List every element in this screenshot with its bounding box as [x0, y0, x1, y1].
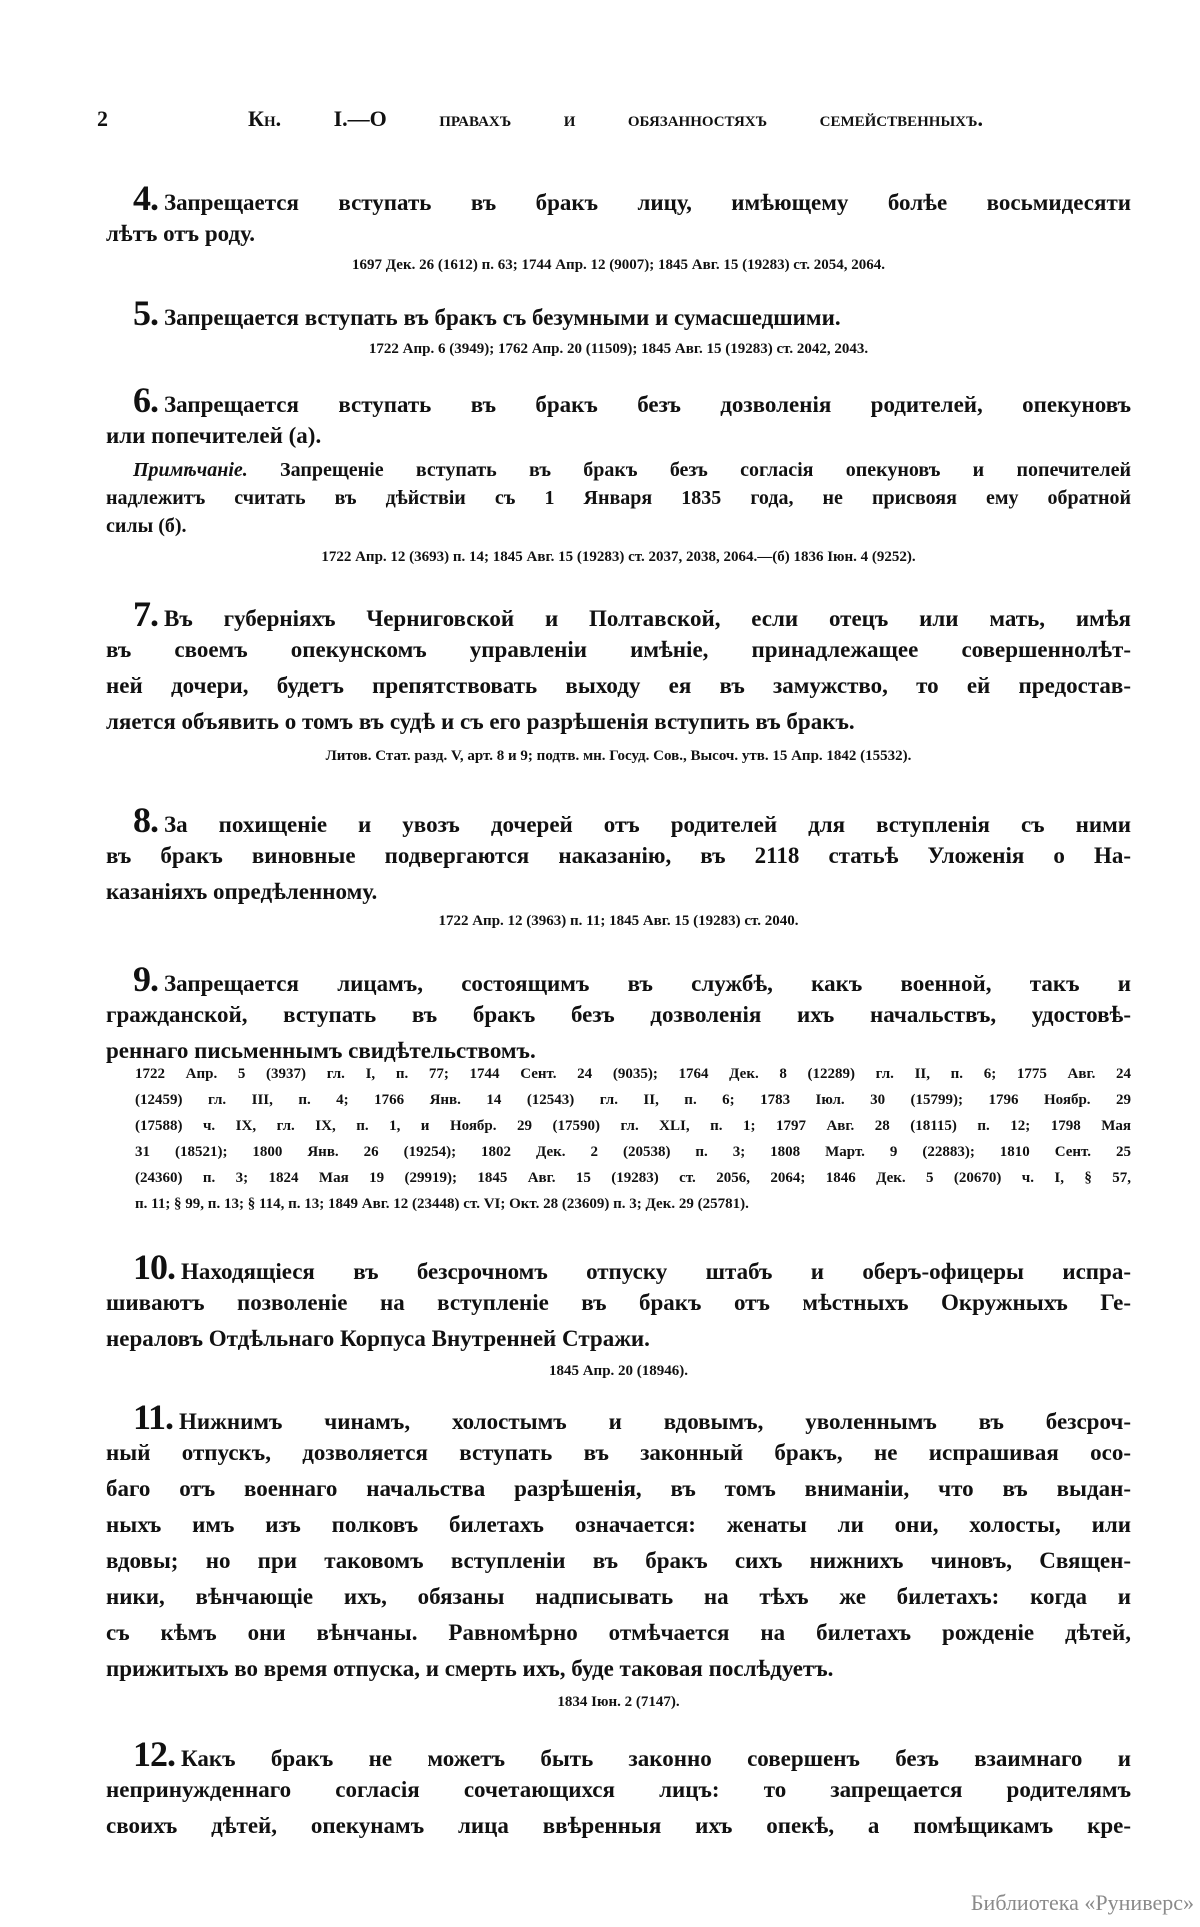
article-text-line: [106, 1000, 1131, 1030]
article-text-line: [133, 1397, 1131, 1437]
article-text-line: [106, 1324, 1131, 1354]
citation-line: 31 (18521); 1800 Янв. 26 (19254); 1802 Дек. 2 (20538) п. 3; 1808 Март. 9 (22883); 1810 Сент. 25: [135, 1144, 1131, 1160]
page-number: 2: [97, 106, 108, 131]
article-text-line: [106, 1654, 1131, 1684]
article-text-line: [133, 1247, 1131, 1287]
article-number: 10.: [133, 1247, 175, 1287]
article-text: Какъ бракъ не можетъ быть законно совершенъ безъ взаимнаго и: [181, 1746, 1131, 1771]
article-text: ляется объявить о томъ въ судѣ и съ его разрѣшенія вступить въ бракъ.: [106, 709, 855, 734]
article-text: своихъ дѣтей, опекунамъ лица ввѣренныя ихъ опекѣ, а помѣщикамъ кре-: [106, 1813, 1131, 1838]
article-text: въ своемъ опекунскомъ управленіи имѣніе, принадлежащее совершеннолѣт-: [106, 637, 1131, 662]
note-text: надлежитъ считать въ дѣйствіи съ 1 Января 1835 года, не присвояя ему обратной: [106, 487, 1131, 509]
article-text: Запрещается вступать въ бракъ лицу, имѣющему болѣе восьмидесяти: [164, 190, 1131, 215]
article-text-line: [133, 594, 1131, 634]
note-line: [106, 483, 1131, 513]
article-text-line: [106, 421, 1131, 451]
note-line: [106, 511, 1131, 541]
article-text-line: [106, 1618, 1131, 1648]
article-number: 9.: [133, 959, 158, 999]
article-number: 11.: [133, 1397, 174, 1437]
article-text: Запрещается вступать въ бракъ безъ дозволенія родителей, опекуновъ: [164, 392, 1131, 417]
article-text: съ кѣмъ они вѣнчаны. Равномѣрно отмѣчается на билетахъ рожденіе дѣтей,: [106, 1620, 1131, 1645]
article-text: лѣтъ отъ роду.: [106, 221, 256, 246]
article-number: 4.: [133, 178, 158, 218]
article-text: въ бракъ виновные подвергаются наказанію, въ 2118 статьѣ Уложенія о На-: [106, 843, 1131, 868]
article-text-line: [106, 1288, 1131, 1318]
article-text-line: [106, 1474, 1131, 1504]
citation-line: 1722 Апр. 6 (3949); 1762 Апр. 20 (11509); 1845 Авг. 15 (19283) ст. 2042, 2043.: [368, 341, 869, 357]
citation-line: (24360) п. 3; 1824 Мая 19 (29919); 1845 Авг. 15 (19283) ст. 2056, 2064; 1846 Дек. 5 (20670) ч. I, § 57,: [135, 1170, 1131, 1186]
citation-line: Литов. Стат. разд. V, арт. 8 и 9; подтв. мн. Госуд. Сов., Высоч. утв. 15 Апр. 1842 (15532).: [325, 748, 912, 764]
article-text-line: [106, 219, 1131, 249]
article-text-line: [106, 1510, 1131, 1540]
article-text-line: [133, 800, 1131, 840]
citation-line: 1834 Іюн. 2 (7147).: [557, 1694, 680, 1710]
article-text-line: [106, 841, 1131, 871]
article-text-line: [106, 877, 1131, 907]
article-number: 8.: [133, 800, 158, 840]
citation-line: 1722 Апр. 12 (3963) п. 11; 1845 Авг. 15 (19283) ст. 2040.: [438, 913, 799, 929]
article-number: 5.: [133, 293, 158, 333]
article-text: ный отпускъ, дозволяется вступать въ законный бракъ, не испрашивая осо-: [106, 1440, 1131, 1465]
citation-line: 1722 Апр. 12 (3693) п. 14; 1845 Авг. 15 (19283) ст. 2037, 2038, 2064.—(б) 1836 Іюн. 4 (9252).: [321, 549, 916, 565]
note-line: [133, 455, 1131, 485]
article-text: За похищеніе и увозъ дочерей отъ родителей для вступленія съ ними: [164, 812, 1131, 837]
article-text: ники, вѣнчающіе ихъ, обязаны надписывать на тѣхъ же билетахъ: когда и: [106, 1584, 1131, 1609]
article-number: 6.: [133, 380, 158, 420]
article-number: 7.: [133, 594, 158, 634]
article-text-line: [133, 293, 1131, 333]
article-text: ней дочери, будетъ препятствовать выходу ея въ замужство, то ей предостав-: [106, 673, 1131, 698]
article-text: Находящіеся въ безсрочномъ отпуску штабъ и оберъ-офицеры испра-: [181, 1259, 1131, 1284]
citation-line: п. 11; § 99, п. 13; § 114, п. 13; 1849 Авг. 12 (23448) ст. VI; Окт. 28 (23609) п. 3; Дек. 29 (25781).: [135, 1196, 749, 1212]
article-text-line: [106, 707, 1131, 737]
note-text: Запрещеніе вступать въ бракъ безъ согласія опекуновъ и попечителей: [280, 459, 1131, 481]
article-text: гражданской, вступать въ бракъ безъ дозволенія ихъ начальствъ, удостовѣ-: [106, 1002, 1131, 1027]
article-text: Запрещается вступать въ бракъ съ безумными и сумасшедшими.: [164, 305, 841, 330]
article-text: Нижнимъ чинамъ, холостымъ и вдовымъ, уволеннымъ въ безсроч-: [179, 1409, 1131, 1434]
note-text: силы (б).: [106, 515, 187, 537]
article-text: Въ губерніяхъ Черниговской и Полтавской, если отецъ или мать, имѣя: [164, 606, 1131, 631]
article-text-line: [106, 671, 1131, 701]
article-text: или попечителей (а).: [106, 423, 322, 448]
article-text: ныхъ имъ изъ полковъ билетахъ означается: женаты ли они, холосты, или: [106, 1512, 1131, 1537]
citation-line: (17588) ч. IX, гл. IX, п. 1, и Ноябр. 29 (17590) гл. XLI, п. 1; 1797 Авг. 28 (18115) п. 12; 1798 Мая: [135, 1118, 1131, 1134]
article-text-line: [106, 1546, 1131, 1576]
article-text: непринужденнаго согласія сочетающихся лицъ: то запрещается родителямъ: [106, 1777, 1131, 1802]
citation-line: (12459) гл. III, п. 4; 1766 Янв. 14 (12543) гл. II, п. 6; 1783 Іюл. 30 (15799); 1796 Ноябр. 29: [135, 1092, 1131, 1108]
article-text: нераловъ Отдѣльнаго Корпуса Внутренней Стражи.: [106, 1326, 650, 1351]
note-label: Примѣчаніе.: [133, 459, 248, 481]
article-text-line: [133, 1734, 1131, 1774]
article-text-line: [106, 1438, 1131, 1468]
article-text: вдовы; но при таковомъ вступленіи въ бракъ сихъ нижнихъ чиновъ, Священ-: [106, 1548, 1131, 1573]
article-number: 12.: [133, 1734, 175, 1774]
article-text-line: [106, 1582, 1131, 1612]
article-text-line: [106, 1036, 1131, 1066]
article-text: шиваютъ позволеніе на вступленіе въ бракъ отъ мѣстныхъ Окружныхъ Ге-: [106, 1290, 1131, 1315]
article-text: Запрещается лицамъ, состоящимъ въ службѣ, какъ военной, такъ и: [164, 971, 1131, 996]
article-text: баго отъ военнаго начальства разрѣшенія, въ томъ вниманіи, что въ выдан-: [106, 1476, 1131, 1501]
library-watermark: Библиотека «Руниверс»: [970, 1890, 1194, 1915]
citation-line: 1697 Дек. 26 (1612) п. 63; 1744 Апр. 12 (9007); 1845 Авг. 15 (19283) ст. 2054, 2064.: [352, 257, 885, 273]
article-text: реннаго письменнымъ свидѣтельствомъ.: [106, 1038, 536, 1063]
article-text-line: [133, 959, 1131, 999]
article-text-line: [106, 635, 1131, 665]
article-text-line: [133, 380, 1131, 420]
article-text-line: [106, 1811, 1131, 1841]
article-text-line: [106, 1775, 1131, 1805]
article-text: казаніяхъ опредѣленному.: [106, 879, 378, 904]
article-text-line: [133, 178, 1131, 218]
citation-line: 1722 Апр. 5 (3937) гл. I, п. 77; 1744 Сент. 24 (9035); 1764 Дек. 8 (12289) гл. II, п. 6; 1775 Авг. 24: [135, 1066, 1131, 1082]
citation-line: 1845 Апр. 20 (18946).: [548, 1363, 689, 1379]
running-title: Кн. I.—О правахъ и обязанностяхъ семейственныхъ.: [248, 106, 983, 131]
article-text: прижитыхъ во время отпуска, и смерть ихъ, буде таковая послѣдуетъ.: [106, 1656, 834, 1681]
